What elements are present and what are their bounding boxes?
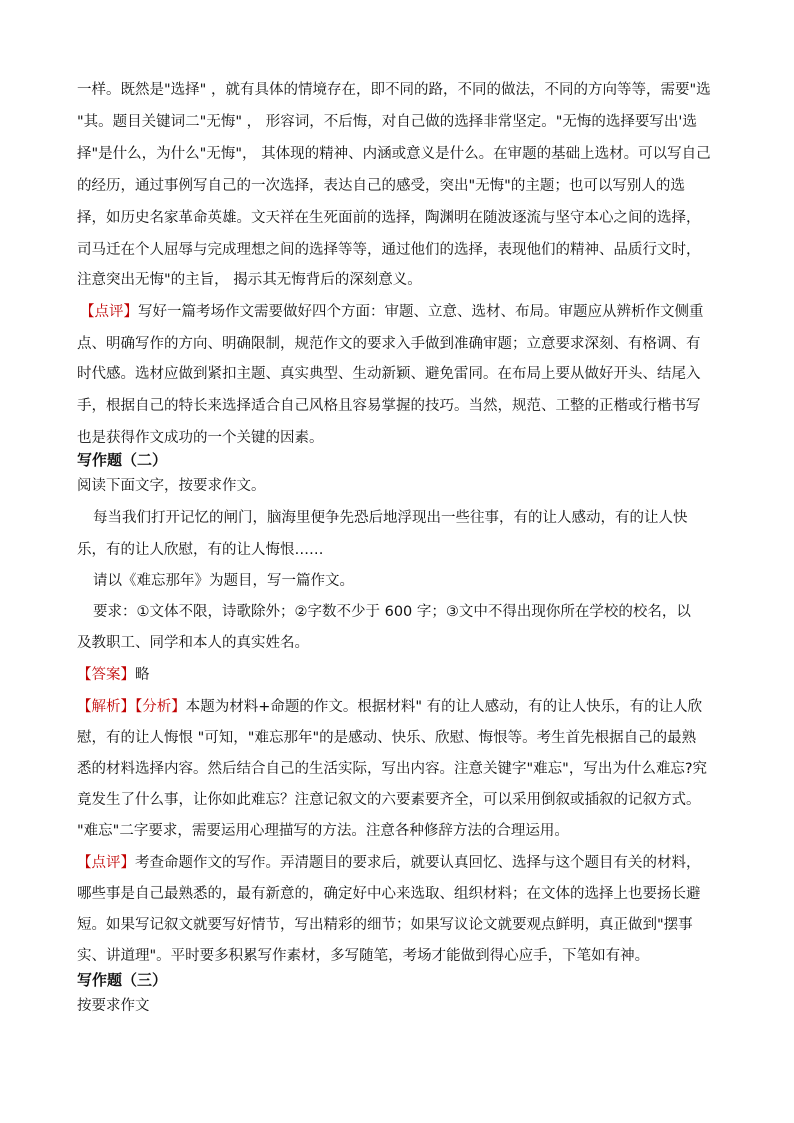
analysis-line-1: 一样。既然是"选择" ，就有具体的情境存在，即不同的路，不同的做法，不同的方向等等，需要"选: [77, 82, 711, 98]
task-line: 请以《难忘那年》为题目，写一篇作文。: [93, 573, 354, 589]
section-2-title: 写作题（二）: [77, 451, 168, 469]
analysis-line-2: "其。题目关键词二"无悔" ， 形容词，不后悔，对自己做的选择非常坚定。"无悔的选择要写出'选: [77, 114, 697, 130]
comment-2-tag: 【点评】: [77, 855, 135, 871]
analysis-line-4: 的经历，通过事例写自己的一次选择，表达自己的感受，突出"无悔"的主题；也可以写别人的选: [77, 178, 685, 194]
analysis-line-3: 择"是什么，为什么"无悔"， 其体现的精神、内涵或意义是什么。在审题的基础上选材。可以写自己: [77, 146, 711, 162]
material-line-1: 每当我们打开记忆的闸门，脑海里便争先恐后地浮现出一些往事，有的让人感动，有的让人快: [93, 510, 688, 526]
requirements-line-1: 要求：①文体不限，诗歌除外；②字数不少于 600 字；③文中不得出现你所在学校的校名，以: [93, 604, 691, 620]
comment-2-first-line: [77, 853, 701, 873]
analysis-line-6: 司马迁在个人屈辱与完成理想之间的选择等等，通过他们的选择，表现他们的精神、品质行文时，: [77, 242, 701, 258]
comment-1-line-4: 手，根据自己的特长来选择适合自己风格且容易掌握的技巧。当然，规范、工整的正楷或行楷书写: [77, 398, 701, 414]
fenxi-tag: 【分析】: [135, 699, 186, 715]
answer-tag: 【答案】: [77, 667, 135, 683]
analysis-2-text: 本题为材料+命题的作文。根据材料" 有的让人感动，有的让人快乐，有的让人欣: [185, 699, 703, 715]
answer-text: 略: [135, 667, 150, 683]
section-2-instruction: 阅读下面文字，按要求作文。: [77, 478, 266, 494]
comment-2-line-3: 短。如果写记叙文就要写好情节，写出精彩的细节；如果写议论文就要观点鲜明，真正做到"摆事: [77, 917, 693, 933]
comment-2-line-4: 实、讲道理"。平时要多积累写作素材，多写随笔，考场才能做到得心应手，下笔如有神。: [77, 948, 650, 964]
comment-2-line-2: 哪些事是自己最熟悉的，最有新意的，确定好中心来选取、组织材料；在文体的选择上也要扬长避: [77, 886, 701, 902]
comment-1-text: 写好一篇考场作文需要做好四个方面：审题、立意、选材、布局。审题应从辨析作文侧重: [138, 304, 704, 320]
analysis-2-line-4: 竟发生了什么事，让你如此难忘？注意记叙文的六要素要齐全，可以采用倒叙或插叙的记叙方式。: [77, 792, 701, 808]
analysis-line-5: 择，如历史名家革命英雄。文天祥在生死面前的选择，陶渊明在随波逐流与坚守本心之间的选择，: [77, 210, 701, 226]
requirements-line-2: 及教职工、同学和本人的真实姓名。: [77, 635, 309, 651]
section-3-instruction: 按要求作文: [77, 998, 150, 1014]
comment-1-line-5: 也是获得作文成功的一个关键的因素。: [77, 430, 324, 446]
analysis-2-line-2: 慰，有的让人悔恨 "可知，"难忘那年"的是感动、快乐、欣慰、悔恨等。考生首先根据自己的最熟: [77, 730, 697, 746]
analysis-line-7: 注意突出无悔"的主旨， 揭示其无悔背后的深刻意义。: [77, 272, 422, 288]
analysis-tag: 【解析】: [77, 699, 135, 715]
answer-line: [77, 665, 150, 685]
comment-1-line-2: 点、明确写作的方向、明确限制，规范作文的要求入手做到准确审题；立意要求深刻、有格调、有: [77, 336, 701, 352]
comment-tag: 【点评】: [80, 304, 138, 320]
comment-2-text: 考查命题作文的写作。弄清题目的要求后，就要认真回忆、选择与这个题目有关的材料，: [135, 855, 701, 871]
comment-1-line-3: 时代感。选材应做到紧扣主题、真实典型、生动新颖、避免雷同。在布局上要从做好开头、结尾入: [77, 366, 701, 382]
comment-1-first-line: [80, 302, 704, 322]
analysis-2-first-line: [77, 697, 702, 717]
analysis-2-line-3: 悉的材料选择内容。然后结合自己的生活实际，写出内容。注意关键字"难忘"，写出为什么难忘?究: [77, 761, 708, 777]
material-line-2: 乐，有的让人欣慰，有的让人悔恨……: [77, 542, 324, 558]
section-3-title: 写作题（三）: [77, 971, 168, 989]
analysis-2-line-5: "难忘"二字要求，需要运用心理描写的方法。注意各种修辞方法的合理运用。: [77, 823, 569, 839]
